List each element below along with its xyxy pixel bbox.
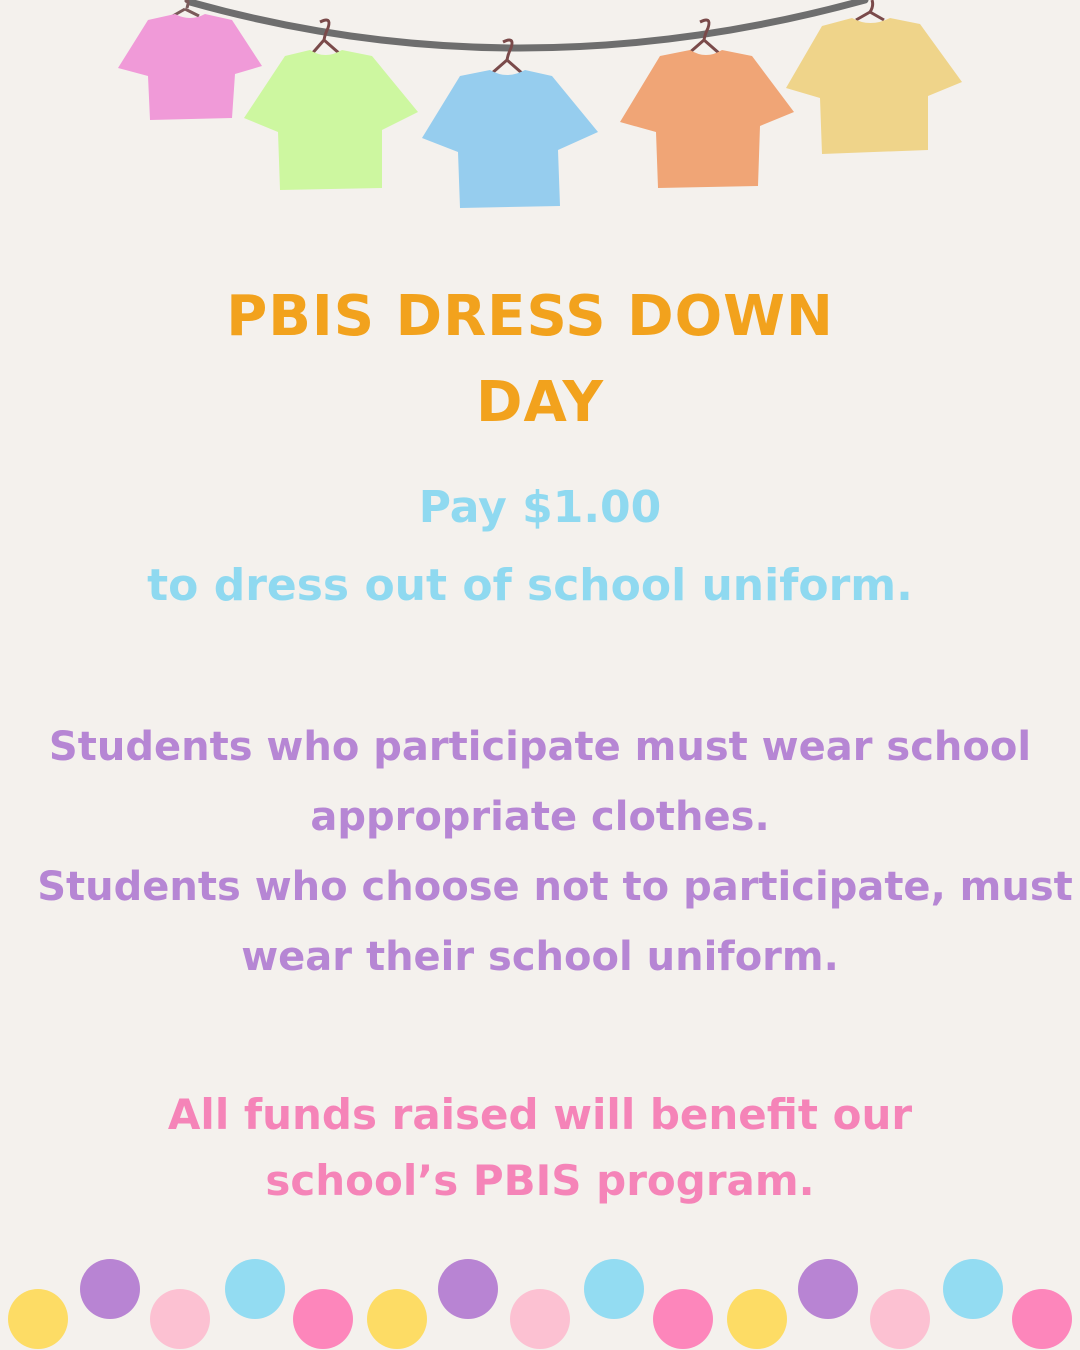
purple-dot (438, 1259, 498, 1319)
price-description: to dress out of school uniform. (147, 560, 913, 611)
blue-dot (943, 1259, 1003, 1319)
blue-dot (225, 1259, 285, 1319)
orange-shirt (620, 20, 794, 188)
rules-text-line-3: Students who choose not to participate, must (37, 864, 1073, 910)
light-pink-dot (150, 1289, 210, 1349)
purple-dot (798, 1259, 858, 1319)
blue-shirt (422, 40, 598, 208)
yellow-dot (8, 1289, 68, 1349)
clothesline-illustration (0, 0, 1080, 230)
price-text: Pay $1.00 (418, 482, 662, 533)
green-shirt (244, 20, 418, 190)
pink-dot (293, 1289, 353, 1349)
yellow-dot (367, 1289, 427, 1349)
yellow-dot (727, 1289, 787, 1349)
rules-text-line-2: appropriate clothes. (310, 794, 770, 840)
yellow-shirt (786, 0, 962, 154)
rules-text-line-4: wear their school uniform. (241, 934, 839, 980)
light-pink-dot (510, 1289, 570, 1349)
pink-dot (1012, 1289, 1072, 1349)
funds-text-line-1: All funds raised will benefit our (167, 1090, 913, 1139)
rules-text-line-1: Students who participate must wear school (48, 724, 1032, 770)
clothesline-rope (190, 0, 865, 48)
pink-dot (653, 1289, 713, 1349)
blue-dot (584, 1259, 644, 1319)
page-title-continued: DAY (475, 370, 604, 435)
light-pink-dot (870, 1289, 930, 1349)
page-title: PBIS DRESS DOWN (226, 284, 834, 349)
pink-shirt (118, 1, 262, 120)
purple-dot (80, 1259, 140, 1319)
funds-text-line-2: school’s PBIS program. (265, 1156, 815, 1205)
